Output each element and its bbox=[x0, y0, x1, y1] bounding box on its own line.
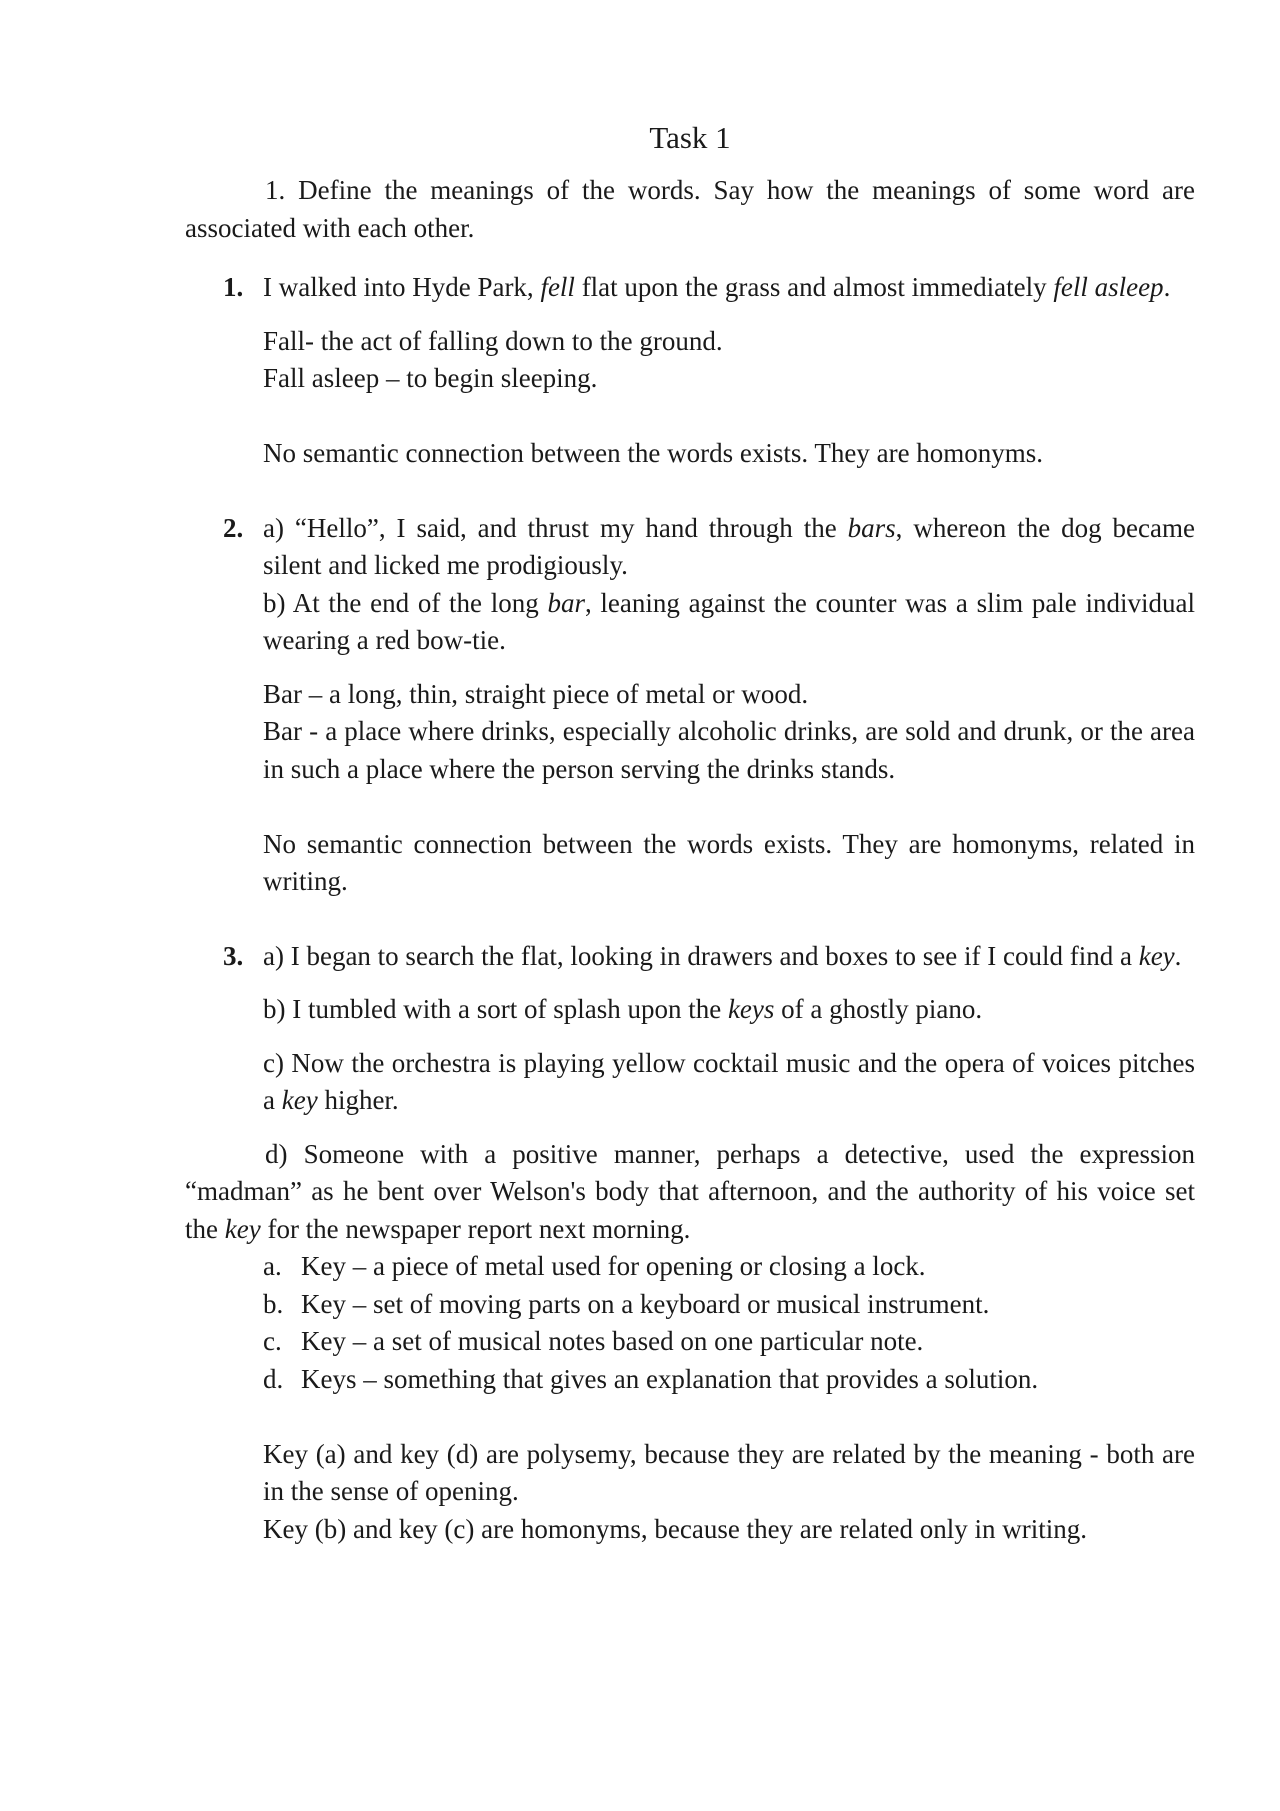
definition: Bar - a place where drinks, especially alcoholic drinks, are sold and drunk, or the area in such a place where the person serving the drinks stands. bbox=[263, 716, 1195, 784]
document-page bbox=[185, 118, 1195, 1548]
definition: Fall asleep – to begin sleeping. bbox=[263, 363, 598, 393]
item-3-conclusions bbox=[185, 1398, 1195, 1548]
item-number: 3. bbox=[223, 940, 244, 971]
exercise-item-3 bbox=[185, 938, 1195, 1120]
exercise-item-2 bbox=[185, 510, 1195, 901]
conclusion: No semantic connection between the words exists. They are homonyms, related in writing. bbox=[263, 828, 1195, 896]
target-word: fell asleep bbox=[1053, 272, 1164, 302]
page-title: Task 1 bbox=[649, 120, 731, 155]
example-sentence-a: a) “Hello”, I said, and thrust my hand through the bars, whereon the dog became silent and licked me prodigiously. bbox=[263, 512, 1195, 580]
conclusion: No semantic connection between the words exists. They are homonyms. bbox=[263, 438, 1044, 468]
conclusion: Key (a) and key (d) are polysemy, because they are related by the meaning - both are in the sense of opening. bbox=[263, 1438, 1195, 1506]
definition: Bar – a long, thin, straight piece of metal or wood. bbox=[263, 678, 809, 709]
list-item: c. Key – a set of musical notes based on one particular note. bbox=[263, 1326, 924, 1356]
example-sentence-d: d) Someone with a positive manner, perhaps a detective, used the expression “madman” as he bent over Welson's body that afternoon, and the authority of his voice set the key for the newspaper report next morning. bbox=[185, 1138, 1195, 1244]
example-sentence-b: b) I tumbled with a sort of splash upon the keys of a ghostly piano. bbox=[263, 994, 983, 1024]
target-word: bar bbox=[547, 587, 585, 618]
definition: Fall- the act of falling down to the ground. bbox=[263, 325, 723, 356]
example-sentence-c: c) Now the orchestra is playing yellow cocktail music and the opera of voices pitches a key higher. bbox=[263, 1047, 1195, 1115]
conclusion: Key (b) and key (c) are homonyms, because they are related only in writing. bbox=[263, 1513, 1087, 1544]
example-sentence: I walked into Hyde Park, fell flat upon the grass and almost immediately fell asleep. bbox=[263, 272, 1171, 302]
item-number: 1. bbox=[223, 272, 244, 302]
example-sentence-b: b) At the end of the long bar, leaning against the counter was a slim pale individual wearing a red bow-tie. bbox=[263, 587, 1195, 655]
target-word: key bbox=[224, 1213, 261, 1244]
definition-list bbox=[185, 1248, 1195, 1398]
list-item: a. Key – a piece of metal used for opening or closing a lock. bbox=[263, 1251, 926, 1281]
target-word: key bbox=[1138, 940, 1175, 971]
exercise-item-1 bbox=[185, 269, 1195, 473]
instruction-paragraph: 1. Define the meanings of the words. Say how the meanings of some word are associated with each other. bbox=[185, 175, 1195, 243]
list-item: d. Keys – something that gives an explanation that provides a solution. bbox=[263, 1363, 1039, 1394]
list-item: b. Key – set of moving parts on a keyboard or musical instrument. bbox=[263, 1288, 990, 1319]
item-number: 2. bbox=[223, 512, 244, 543]
target-word: fell bbox=[540, 272, 575, 302]
example-sentence-a: a) I began to search the flat, looking in drawers and boxes to see if I could find a key. bbox=[263, 940, 1182, 971]
target-word: keys bbox=[727, 994, 775, 1024]
target-word: bars bbox=[847, 512, 896, 543]
target-word: key bbox=[281, 1085, 318, 1115]
